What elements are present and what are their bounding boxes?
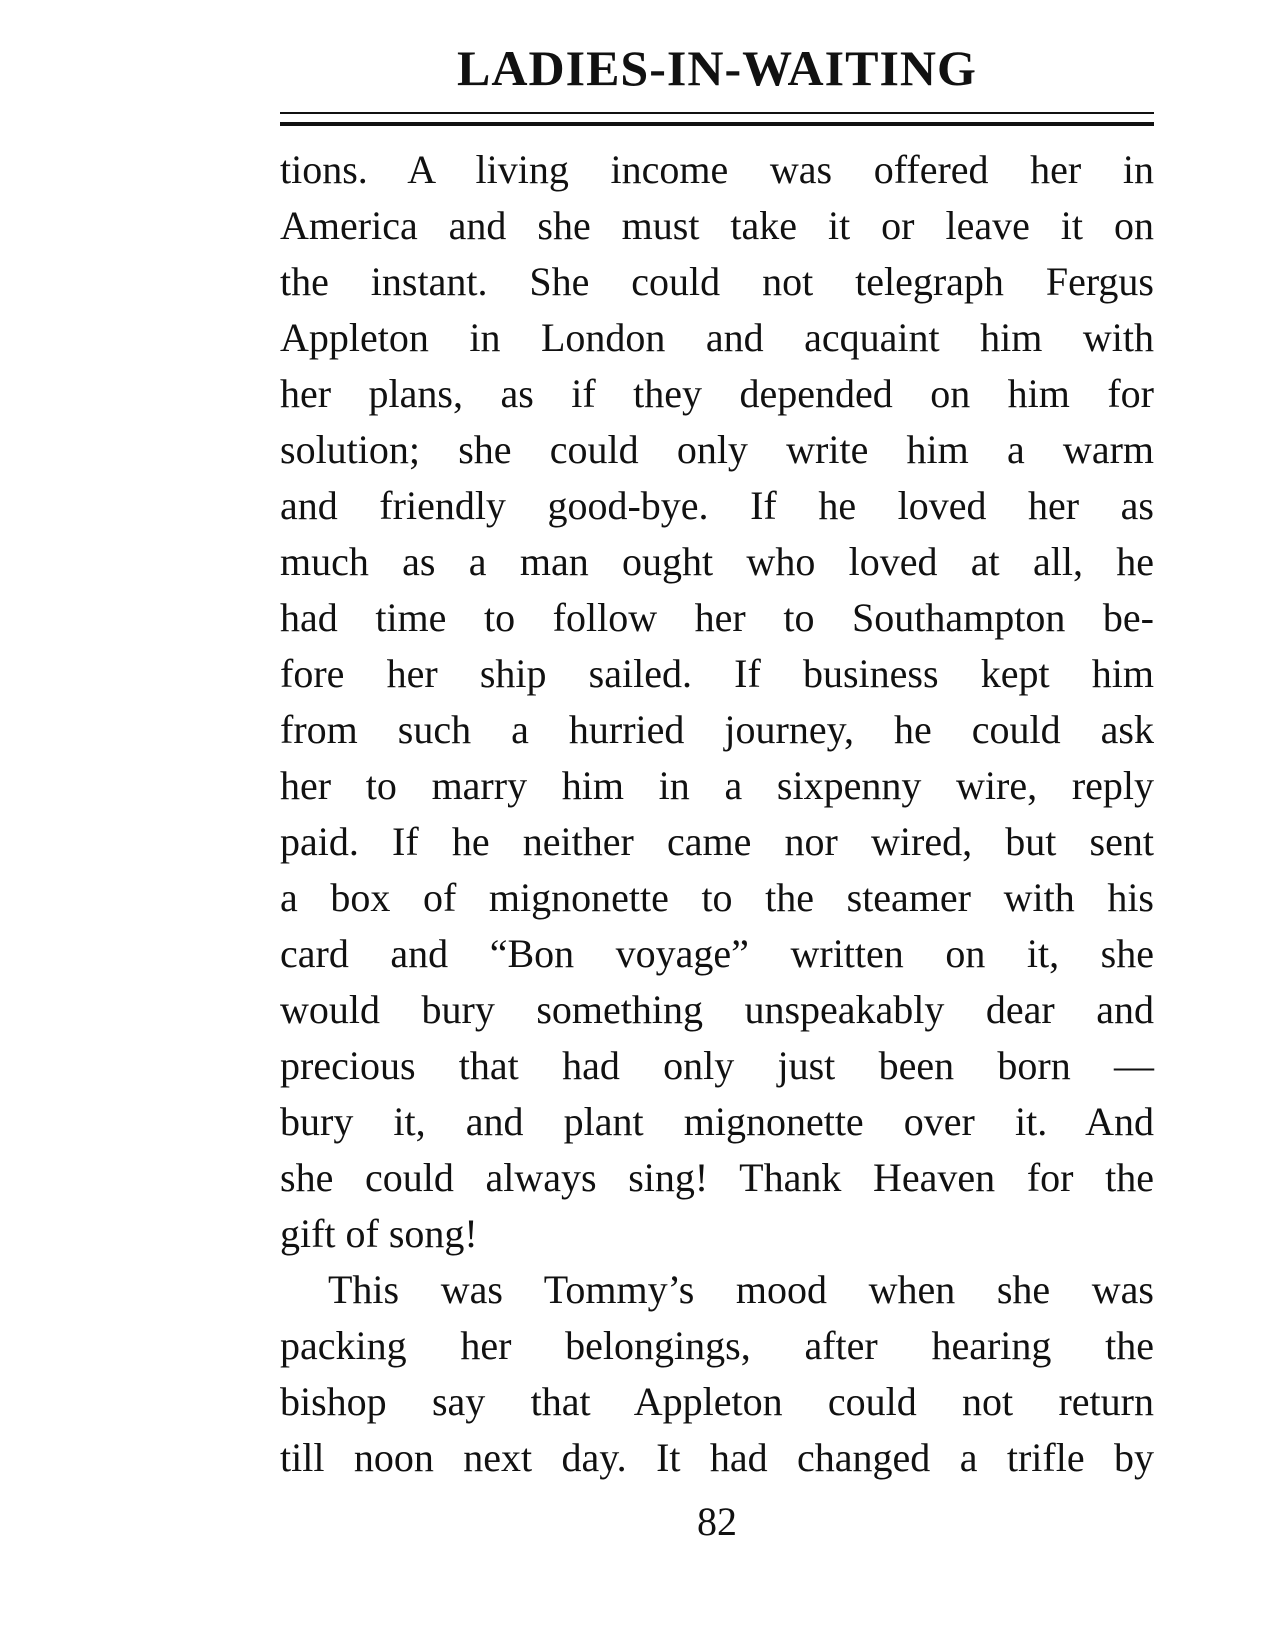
text-line: and friendly good-bye. If he loved her as	[280, 483, 1154, 528]
header-rule-thin	[280, 112, 1154, 114]
text-line-paragraph-end: gift of song!	[280, 1211, 478, 1256]
text-line: she could always sing! Thank Heaven for the	[280, 1155, 1154, 1200]
text-line: fore her ship sailed. If business kept him	[280, 651, 1154, 696]
text-line: the instant. She could not telegraph Fergus	[280, 259, 1154, 304]
header-rule-thick	[280, 122, 1154, 126]
text-line: Appleton in London and acquaint him with	[280, 315, 1154, 360]
page-number: 82	[697, 1499, 737, 1544]
text-line: solution; she could only write him a warm	[280, 427, 1154, 472]
running-header: LADIES-IN-WAITING	[457, 40, 977, 96]
text-line: packing her belongings, after hearing the	[280, 1323, 1154, 1368]
text-line: a box of mignonette to the steamer with his	[280, 875, 1154, 920]
text-line: America and she must take it or leave it on	[280, 203, 1154, 248]
text-line: tions. A living income was offered her in	[280, 147, 1154, 192]
text-line: paid. If he neither came nor wired, but sent	[280, 819, 1154, 864]
text-line: her to marry him in a sixpenny wire, reply	[280, 763, 1154, 808]
text-line: card and “Bon voyage” written on it, she	[280, 931, 1154, 976]
text-line: bury it, and plant mignonette over it. And	[280, 1099, 1154, 1144]
text-line: till noon next day. It had changed a trifle by	[280, 1435, 1154, 1480]
text-line: her plans, as if they depended on him for	[280, 371, 1154, 416]
text-line: had time to follow her to Southampton be-	[280, 595, 1154, 640]
text-line: bishop say that Appleton could not return	[280, 1379, 1154, 1424]
text-line: precious that had only just been born —	[280, 1043, 1154, 1088]
text-line: would bury something unspeakably dear and	[280, 987, 1154, 1032]
text-line-paragraph-start: This was Tommy’s mood when she was	[328, 1267, 1154, 1312]
text-line: much as a man ought who loved at all, he	[280, 539, 1154, 584]
body-text	[280, 142, 1154, 1486]
text-line: from such a hurried journey, he could ask	[280, 707, 1154, 752]
